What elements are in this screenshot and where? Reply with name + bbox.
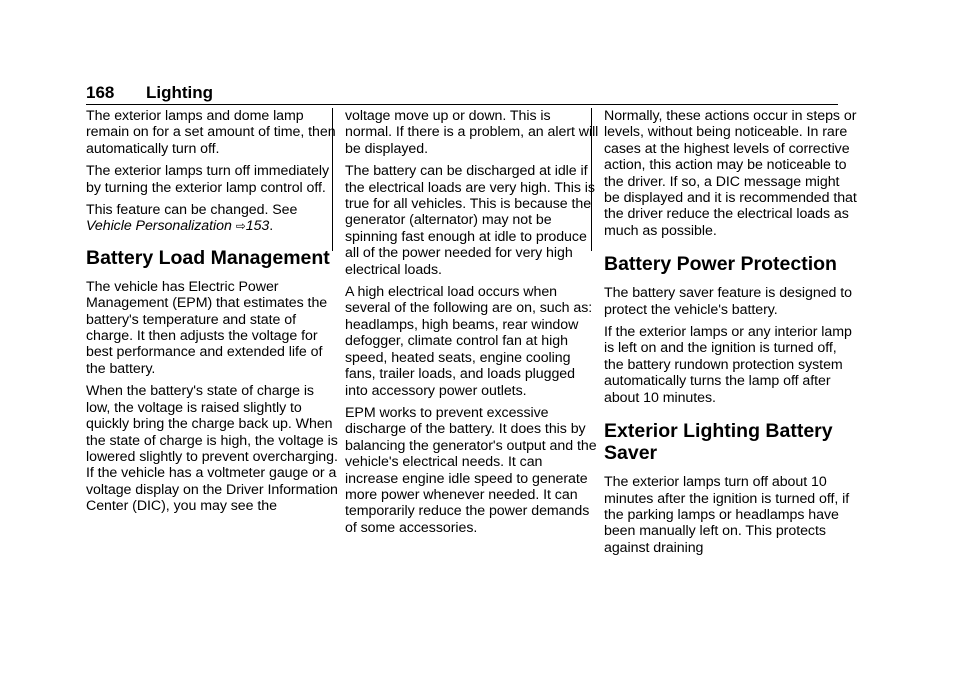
paragraph-text: This feature can be changed. See [86,202,298,219]
paragraph: voltage move up or down. This is normal. If there is a problem, an alert will be displayed. [345,108,599,157]
paragraph: If the exterior lamps or any interior lamp is left on and the ignition is turned off, the battery rundown protection system automatically turns the lamp off after about 10 minutes. [604,324,852,406]
paragraph-with-reference [86,202,340,235]
page-reference-arrow-icon: ⇨ [235,219,246,234]
paragraph: The battery can be discharged at idle if the electrical loads are very high. This is true for all vehicles. This is because the generator (alternator) may not be spinning fast enough at idle to produce all of the power needed for very high electrical loads. [345,163,595,278]
paragraph: The exterior lamps and dome lamp remain on for a set amount of time, then automatically turn off. [86,108,336,157]
heading-battery-load-management: Battery Load Management [86,246,330,269]
section-title: Lighting [146,83,214,102]
paragraph: A high electrical load occurs when several of the following are on, such as: headlamps, high beams, rear window defogger, climate control fan at high speed, heated seats, engine cooling fans, trailer loads, and loads plugged into accessory power outlets. [345,284,593,399]
text-column-2 [345,108,599,542]
page-header [86,82,838,105]
heading-exterior-lighting-battery-saver: Exterior Lighting Battery Saver [604,420,833,465]
vehicle-personalization-link[interactable]: Vehicle Personalization [86,218,232,235]
sentence-end: . [269,218,274,235]
paragraph: The battery saver feature is designed to protect the vehicle's battery. [604,285,852,318]
text-column-1 [86,108,340,521]
paragraph: The vehicle has Electric Power Management (EPM) that estimates the battery's temperature and state of charge. It then adjusts the voltage for best performance and extended life of the battery. [86,278,328,377]
page-number: 168 [86,83,115,102]
paragraph: The exterior lamps turn off immediately by turning the exterior lamp control off. [86,163,330,196]
paragraph: When the battery's state of charge is low, the voltage is raised slightly to quickly bring the charge back up. When the state of charge is high, the voltage is lowered slightly to prevent overcharging. If the vehicle has a voltmeter gauge or a voltage display on the Driver Information Center (DIC), you may see the [86,383,338,515]
paragraph: EPM works to prevent excessive discharge of the battery. It does this by balancing the generator's output and the vehicle's electrical needs. It can increase engine idle speed to generate more power whenever needed. It can temporarily reduce the power demands of some accessories. [345,404,597,536]
heading-battery-power-protection: Battery Power Protection [604,253,837,276]
text-column-3 [604,108,858,562]
paragraph: The exterior lamps turn off about 10 minutes after the ignition is turned off, if the parking lamps or headlamps have been manually left on. This protects against draining [604,474,850,556]
page-reference-number[interactable]: 153 [245,218,270,235]
paragraph: Normally, these actions occur in steps or levels, without being noticeable. In rare cases at the highest levels of corrective action, this action may be noticeable to the driver. If so, a DIC message might be displayed and it is recommended that the driver reduce the electrical loads as much as possible. [604,108,857,239]
